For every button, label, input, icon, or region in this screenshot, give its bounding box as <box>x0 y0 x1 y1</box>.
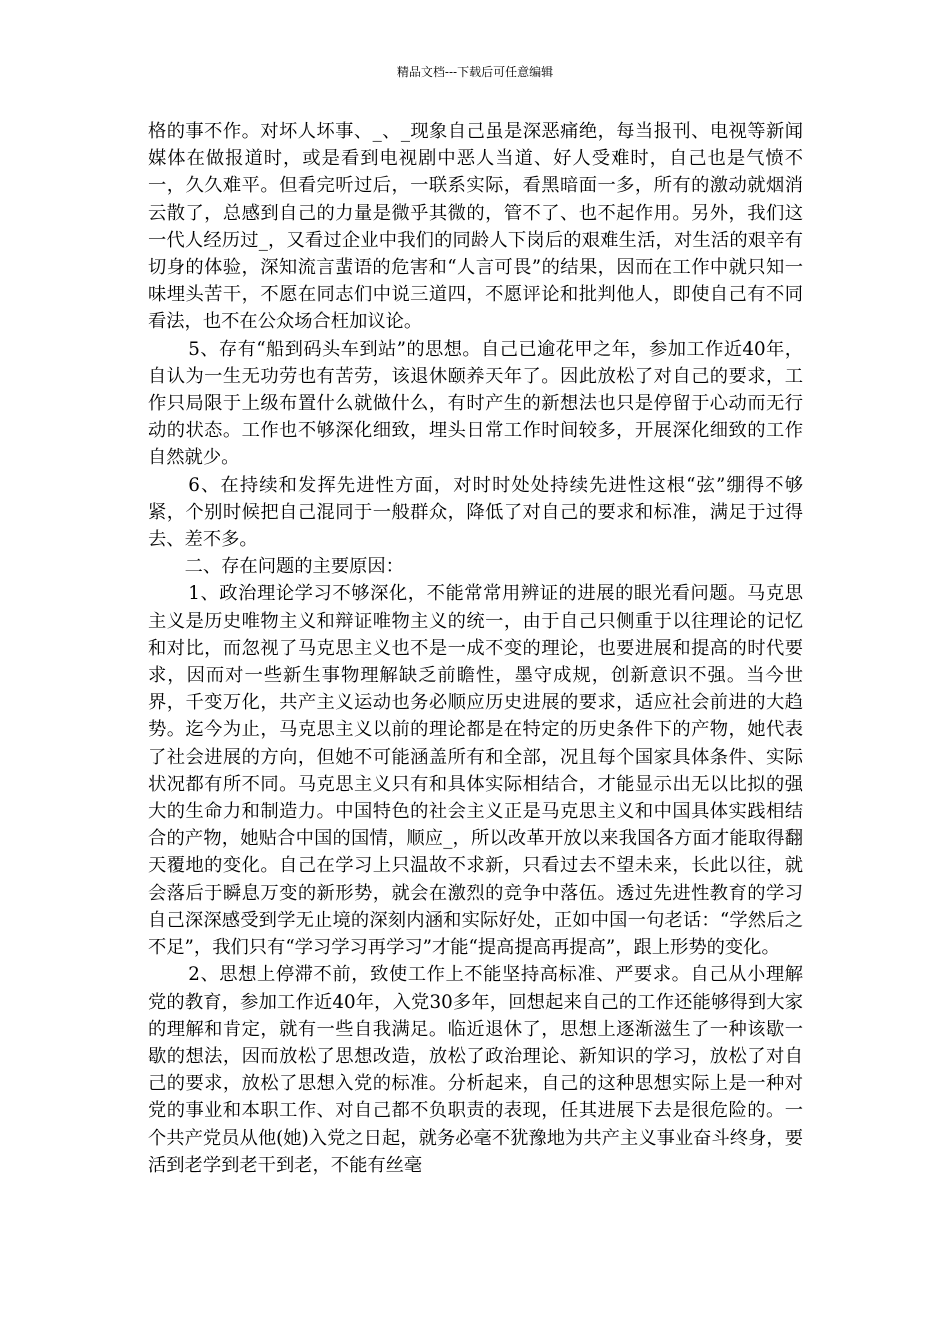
paragraph-item-5: 5、存有“船到码头车到站”的思想。自己已逾花甲之年，参加工作近40年，自认为一生无功劳也有苦劳，该退休颐养天年了。因此放松了对自己的要求，工作只局限于上级布置什么就做什么，有时产生的新想法也只是停留于心动而无行动的状态。工作也不够深化细致，埋头日常工作时间较多，开展深化细致的工作自然就少。 <box>148 338 803 469</box>
paragraph-continuation: 格的事不作。对坏人坏事、_、_现象自己虽是深恶痛绝，每当报刊、电视等新闻媒体在做报道时，或是看到电视剧中恶人当道、好人受难时，自己也是气愤不一，久久难平。但看完听过后，一联系实际，看黑暗面一多，所有的激动就烟消云散了，总感到自己的力量是微乎其微的，管不了、也不起作用。另外，我们这一代人经历过_，又看过企业中我们的同龄人下岗后的艰难生活，对生活的艰辛有切身的体验，深知流言蜚语的危害和“人言可畏”的结果，因而在工作中就只知一味埋头苦干，不愿在同志们中说三道四，不愿评论和批判他人，即使自己有不同看法，也不在公众场合枉加议论。 <box>148 121 803 333</box>
paragraph-item-6: 6、在持续和发挥先进性方面，对时时处处持续先进性这根“弦”绷得不够紧，个别时候把自己混同于一般群众，降低了对自己的要求和标准，满足于过得去、差不多。 <box>148 474 803 551</box>
paragraph-cause-1: 1、政治理论学习不够深化，不能常常用辨证的进展的眼光看问题。马克思主义是历史唯物主义和辩证唯物主义的统一，由于自己只侧重于以往理论的记忆和对比，而忽视了马克思主义也不是一成不变的理论，也要进展和提高的时代要求，因而对一些新生事物理解缺乏前瞻性，墨守成规，创新意识不强。当今世界，千变万化，共产主义运动也务必顺应历史进展的要求，适应社会前进的大趋势。迄今为止，马克思主义以前的理论都是在特定的历史条件下的产物，她代表了社会进展的方向，但她不可能涵盖所有和全部，况且每个国家具体条件、实际状况都有所不同。马克思主义只有和具体实际相结合，才能显示出无以比拟的强大的生命力和制造力。中国特色的社会主义正是马克思主义和中国具体实践相结合的产物，她贴合中国的国情，顺应_，所以改革开放以来我国各方面才能取得翻天覆地的变化。自己在学习上只温故不求新，只看过去不望未来，长此以往，就会落后于瞬息万变的新形势，就会在激烈的竞争中落伍。透过先进性教育的学习自己深深感受到学无止境的深刻内涵和实际好处，正如中国一句老话：“学然后之不足”，我们只有“学习学习再学习”才能“提高提高再提高”，跟上形势的变化。 <box>148 583 803 959</box>
paragraph-cause-2: 2、思想上停滞不前，致使工作上不能坚持高标准、严要求。自己从小理解党的教育，参加工作近40年，入党30多年，回想起来自己的工作还能够得到大家的理解和肯定，就有一些自我满足。临近退休了，思想上逐渐滋生了一种该歇一歇的想法，因而放松了思想改造，放松了政治理论、新知识的学习，放松了对自己的要求，放松了思想入党的标准。分析起来，自己的这种思想实际上是一种对党的事业和本职工作、对自己都不负职责的表现，任其进展下去是很危险的。一个共产党员从他(她)入党之日起，就务必毫不犹豫地为共产主义事业奋斗终身，要活到老学到老干到老，不能有丝毫 <box>148 964 803 1176</box>
page-header: 精品文档---下载后可任意编辑 <box>396 65 554 79</box>
section-heading-causes: 二、存在问题的主要原因： <box>184 556 404 578</box>
document-body <box>148 118 803 1179</box>
